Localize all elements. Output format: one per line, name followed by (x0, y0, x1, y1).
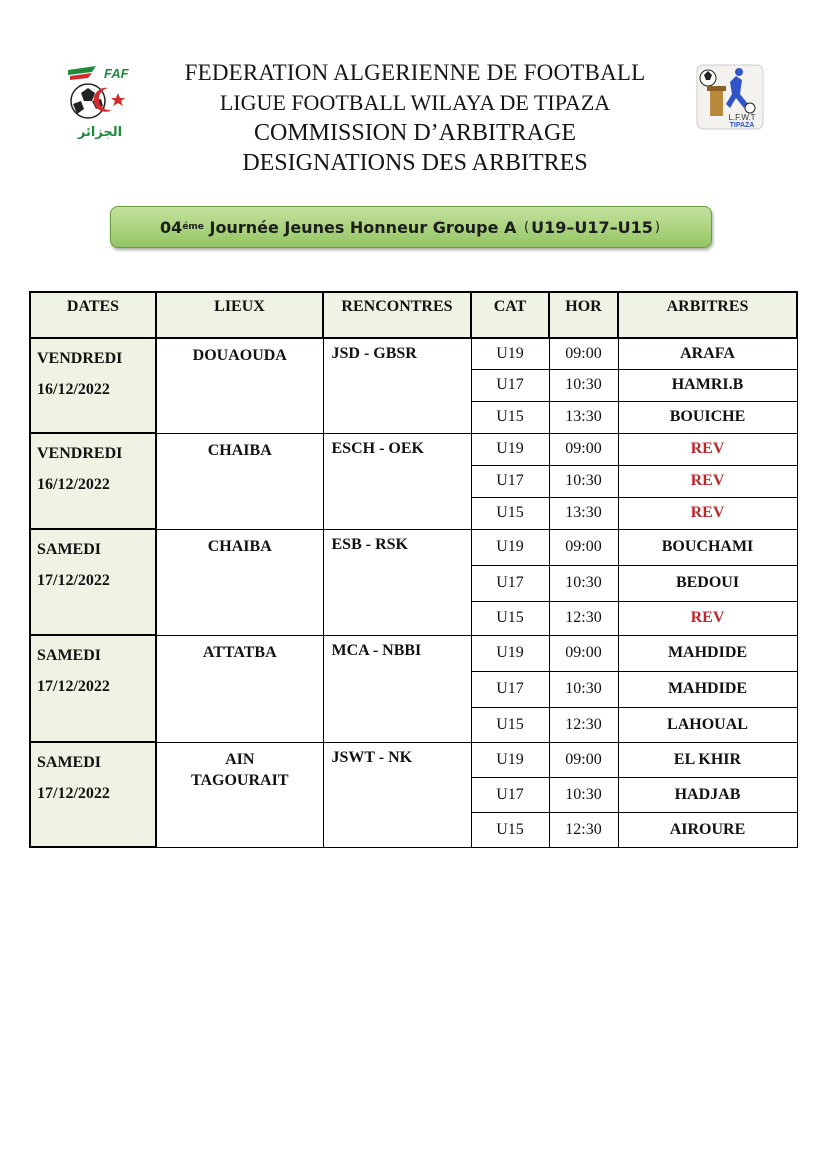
match-cell: JSWT - NK (323, 742, 471, 847)
referee-cell: LAHOUAL (618, 707, 797, 742)
table-body (30, 338, 797, 847)
round-number: 04 (160, 217, 183, 237)
league-title: LIGUE FOOTBALL WILAYA DE TIPAZA (219, 90, 611, 115)
match-date: 16/12/2022 (37, 381, 110, 398)
date-cell (30, 635, 156, 742)
category-cell: U19 (471, 338, 549, 369)
match-day: SAMEDI (37, 754, 102, 771)
referee-cell: BEDOUI (618, 565, 797, 601)
match-date: 17/12/2022 (37, 678, 110, 695)
match-date: 16/12/2022 (37, 476, 110, 493)
match-day: SAMEDI (37, 541, 102, 558)
round-suffix: éme (182, 222, 204, 232)
svg-text:TIPAZA: TIPAZA (729, 122, 755, 129)
category-cell: U15 (471, 497, 549, 529)
table-row (30, 338, 797, 369)
category-cell: U15 (471, 601, 549, 635)
close-paren: ) (654, 219, 660, 235)
match-cell: JSD - GBSR (323, 338, 471, 433)
referee-cell: REV (618, 601, 797, 635)
venue-name: DOUAOUDA (192, 347, 287, 364)
referee-cell: HAMRI.B (618, 369, 797, 401)
time-cell: 13:30 (549, 497, 618, 529)
category-cell: U15 (471, 401, 549, 433)
table-header-row (30, 292, 797, 338)
table-row (30, 635, 797, 671)
time-cell: 12:30 (549, 601, 618, 635)
header-dates: DATES (30, 292, 156, 338)
time-cell: 10:30 (549, 465, 618, 497)
referee-cell: REV (618, 497, 797, 529)
open-paren: ( (524, 219, 530, 235)
referee-cell: HADJAB (618, 777, 797, 812)
venue-name: AIN (225, 750, 255, 768)
venue-name: ATTATBA (202, 643, 277, 661)
referee-cell: ARAFA (618, 338, 797, 369)
date-cell (30, 433, 156, 529)
time-cell: 09:00 (549, 433, 618, 465)
designations-table (29, 291, 798, 848)
category-cell: U17 (471, 369, 549, 401)
referee-cell: BOUICHE (618, 401, 797, 433)
referee-cell: AIROURE (618, 812, 797, 847)
venue-name: CHAIBA (207, 537, 272, 555)
svg-text:الجزائر: الجزائر (77, 125, 123, 140)
header-hor: HOR (549, 292, 618, 338)
document-header (150, 58, 680, 178)
referee-cell: REV (618, 465, 797, 497)
category-cell: U19 (471, 433, 549, 465)
match-cell: ESCH - OEK (323, 433, 471, 529)
referee-cell: REV (618, 433, 797, 465)
category-cell: U17 (471, 671, 549, 707)
table-row (30, 529, 797, 565)
commission-title: COMMISSION D’ARBITRAGE (253, 120, 577, 146)
designations-title: DESIGNATIONS DES ARBITRES (242, 150, 588, 176)
referee-cell: BOUCHAMI (618, 529, 797, 565)
time-cell: 10:30 (549, 777, 618, 812)
match-date: 17/12/2022 (37, 572, 110, 589)
svg-text:FAF: FAF (104, 66, 129, 81)
referee-cell: EL KHIR (618, 742, 797, 777)
round-categories: U19–U17–U15 (531, 217, 653, 237)
venue-cell (156, 742, 323, 847)
category-cell: U19 (471, 742, 549, 777)
header-lieux: LIEUX (156, 292, 323, 338)
svg-text:L.F.W.T: L.F.W.T (728, 113, 756, 122)
venue-cell (156, 529, 323, 635)
date-cell (30, 529, 156, 635)
time-cell: 12:30 (549, 812, 618, 847)
header-arbitres: ARBITRES (618, 292, 797, 338)
time-cell: 09:00 (549, 635, 618, 671)
time-cell: 13:30 (549, 401, 618, 433)
table-row (30, 433, 797, 465)
time-cell: 10:30 (549, 565, 618, 601)
time-cell: 12:30 (549, 707, 618, 742)
venue-name: TAGOURAIT (191, 771, 289, 789)
venue-cell (156, 635, 323, 742)
category-cell: U17 (471, 777, 549, 812)
match-day: VENDREDI (37, 350, 123, 367)
time-cell: 09:00 (549, 529, 618, 565)
match-cell: ESB - RSK (323, 529, 471, 635)
round-banner (110, 206, 712, 248)
lfwt-logo (696, 64, 764, 130)
venue-cell (156, 338, 323, 433)
category-cell: U19 (471, 635, 549, 671)
time-cell: 10:30 (549, 671, 618, 707)
referee-cell: MAHDIDE (618, 671, 797, 707)
venue-cell (156, 433, 323, 529)
time-cell: 10:30 (549, 369, 618, 401)
date-cell (30, 742, 156, 847)
category-cell: U17 (471, 565, 549, 601)
date-cell (30, 338, 156, 433)
header-cat: CAT (471, 292, 549, 338)
table-row (30, 742, 797, 777)
category-cell: U19 (471, 529, 549, 565)
match-day: SAMEDI (37, 647, 102, 664)
match-day: VENDREDI (37, 445, 123, 462)
header-rencontres: RENCONTRES (323, 292, 471, 338)
time-cell: 09:00 (549, 338, 618, 369)
match-cell: MCA - NBBI (323, 635, 471, 742)
category-cell: U15 (471, 707, 549, 742)
venue-name: CHAIBA (207, 441, 272, 459)
round-title: Journée Jeunes Honneur Groupe A (209, 217, 517, 237)
match-date: 17/12/2022 (37, 785, 110, 802)
time-cell: 09:00 (549, 742, 618, 777)
category-cell: U17 (471, 465, 549, 497)
referee-cell: MAHDIDE (618, 635, 797, 671)
federation-title: FEDERATION ALGERIENNE DE FOOTBALL (184, 60, 646, 85)
faf-logo (62, 62, 144, 144)
category-cell: U15 (471, 812, 549, 847)
